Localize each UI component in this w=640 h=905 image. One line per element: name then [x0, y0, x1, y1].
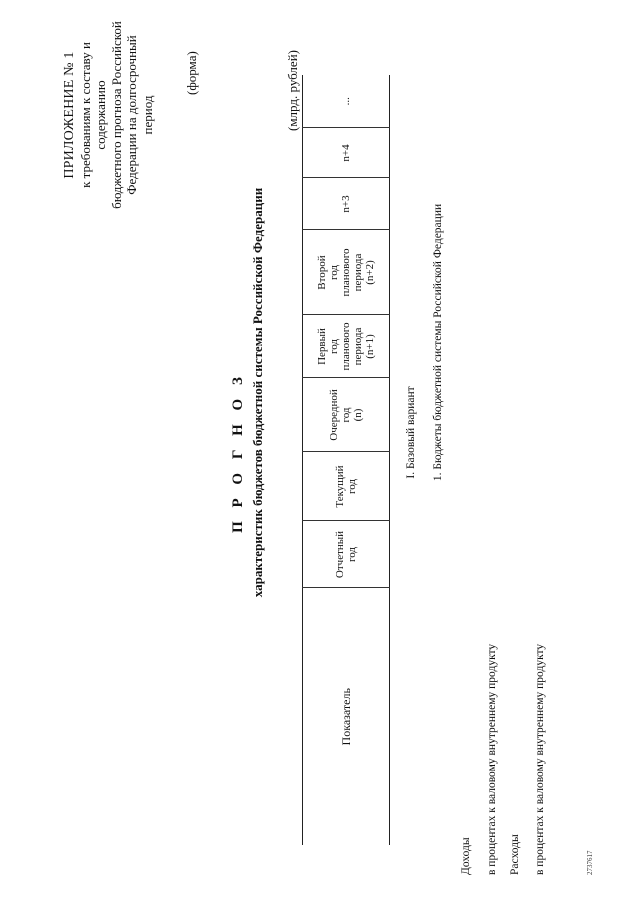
- header-line: ...: [340, 97, 352, 106]
- table-header-row: [303, 75, 390, 845]
- header-line: год: [328, 338, 340, 355]
- header-line: год: [346, 478, 358, 495]
- header-line: n+4: [340, 144, 352, 162]
- header-line: Первый: [316, 328, 328, 365]
- header-line: Отчетный: [334, 530, 346, 579]
- appendix-header: [62, 15, 155, 215]
- header-plan-year-2: [303, 230, 390, 315]
- section-base-variant: I. Базовый вариант: [405, 386, 417, 479]
- appendix-title: ПРИЛОЖЕНИЕ № 1: [62, 51, 77, 179]
- header-current-year: [303, 452, 390, 521]
- header-ellipsis: [303, 75, 390, 128]
- row-revenues: Доходы: [460, 837, 472, 875]
- header-line: периода: [352, 253, 364, 292]
- header-next-year: [303, 378, 390, 452]
- header-line: год: [346, 546, 358, 563]
- row-expenditures-gdp-percent: в процентах к валовому внутреннему продукту: [534, 643, 546, 875]
- document-stamp-number: 2737617: [586, 850, 594, 875]
- header-line: Второй: [316, 255, 328, 290]
- header-plan-year-1: [303, 315, 390, 378]
- header-n-plus-3: [303, 178, 390, 230]
- section-budget-system: 1. Бюджеты бюджетной системы Российской Федерации: [432, 203, 444, 482]
- header-line: планового: [340, 248, 352, 297]
- appendix-line: бюджетного прогноза Российской: [108, 21, 124, 209]
- header-line: n+3: [340, 195, 352, 213]
- header-line: периода: [352, 327, 364, 366]
- header-line: Текущий: [334, 465, 346, 508]
- header-line: планового: [340, 322, 352, 371]
- document-title: П Р О Г Н О З: [230, 372, 246, 533]
- header-indicator: Показатель: [339, 688, 353, 746]
- document-subtitle: характеристик бюджетов бюджетной системы Российской Федерации: [250, 187, 265, 598]
- header-line: (n): [352, 408, 364, 422]
- header-line: (n+1): [364, 334, 376, 359]
- appendix-line: к требованиям к составу и содержанию: [77, 42, 108, 188]
- header-line: Очередной: [328, 389, 340, 441]
- header-reporting-year: [303, 521, 390, 588]
- form-label: (форма): [184, 51, 199, 95]
- header-line: год: [340, 407, 352, 423]
- header-line: (n+2): [364, 260, 376, 285]
- forecast-table: [302, 75, 390, 845]
- row-revenues-gdp-percent: в процентах к валовому внутреннему продукту: [486, 643, 498, 875]
- unit-note: (млрд. рублей): [285, 50, 300, 131]
- header-line: год: [328, 264, 340, 281]
- row-expenditures: Расходы: [509, 834, 521, 875]
- appendix-line: Федерации на долгосрочный период: [124, 35, 155, 195]
- header-n-plus-4: [303, 128, 390, 178]
